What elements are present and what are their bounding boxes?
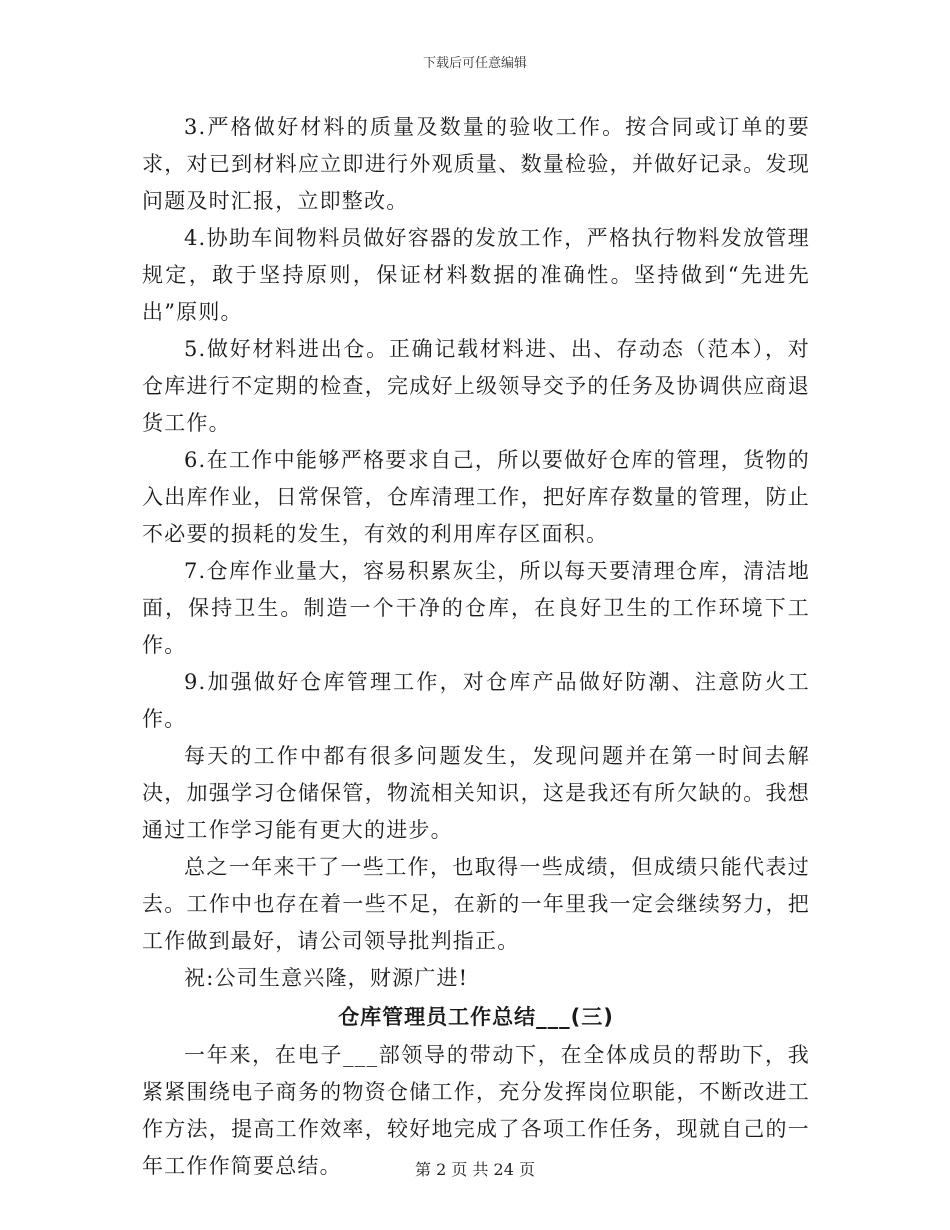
paragraph-item-4: 4.协助车间物料员做好容器的发放工作，严格执行物料发放管理规定，敢于坚持原则，保证材料数据的准确性。坚持做到“先进先出”原则。 xyxy=(142,226,810,324)
page-number: 第 2 页 共 24 页 xyxy=(415,1160,535,1179)
paragraph-item-5: 5.做好材料进出仓。正确记载材料进、出、存动态（范本），对仓库进行不定期的检查，完成好上级领导交予的任务及协调供应商退货工作。 xyxy=(142,337,810,435)
paragraph-item-6: 6.在工作中能够严格要求自己，所以要做好仓库的管理，货物的入出库作业，日常保管，仓库清理工作，把好库存数量的管理，防止不必要的损耗的发生，有效的利用库存区面积。 xyxy=(142,448,810,546)
paragraph-daily-work: 每天的工作中都有很多问题发生，发现问题并在第一时间去解决，加强学习仓储保管，物流相关知识，这是我还有所欠缺的。我想通过工作学习能有更大的进步。 xyxy=(142,744,810,842)
paragraph-item-7: 7.仓库作业量大，容易积累灰尘，所以每天要清理仓库，清洁地面，保持卫生。制造一个干净的仓库，在良好卫生的工作环境下工作。 xyxy=(142,559,810,657)
section-title: 仓库管理员工作总结___(三) xyxy=(338,1005,614,1029)
page-header: 下载后可任意编辑 xyxy=(422,56,527,71)
section-paragraph-intro: 一年来，在电子___部领导的带动下，在全体成员的帮助下，我紧紧围绕电子商务的物资仓储工作，充分发挥岗位职能，不断改进工作方法，提高工作效率，较好地完成了各项工作任务，现就自己的一年工作作简要总结。 xyxy=(142,1043,810,1178)
paragraph-item-9: 9.加强做好仓库管理工作，对仓库产品做好防潮、注意防火工作。 xyxy=(142,670,810,731)
paragraph-item-3: 3.严格做好材料的质量及数量的验收工作。按合同或订单的要求，对已到材料应立即进行外观质量、数量检验，并做好记录。发现问题及时汇报，立即整改。 xyxy=(142,115,810,213)
document-body xyxy=(142,109,810,1185)
paragraph-blessing: 祝:公司生意兴隆，财源广进! xyxy=(184,966,469,990)
paragraph-summary: 总之一年来干了一些工作，也取得一些成绩，但成绩只能代表过去。工作中也存在着一些不足，在新的一年里我一定会继续努力，把工作做到最好，请公司领导批判指正。 xyxy=(142,855,810,953)
